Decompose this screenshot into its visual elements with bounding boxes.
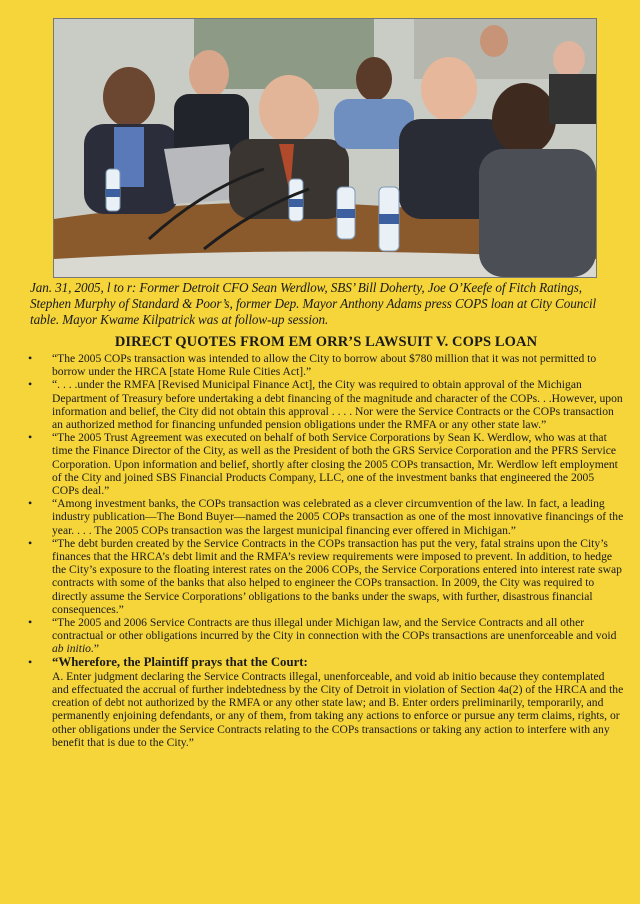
quote-item: • “The 2005 COPs transaction was intended to allow the City to borrow about $780 million that it was not permitted to borrow under the HRCA [state Home Rule Cities Act].” bbox=[52, 352, 624, 378]
section-heading: DIRECT QUOTES FROM EM ORR’S LAWSUIT V. COPS LOAN bbox=[114, 334, 538, 350]
quotes-list bbox=[28, 352, 624, 749]
quote-close: ” bbox=[93, 642, 100, 656]
prayer-item bbox=[52, 656, 624, 749]
quote-text: “The 2005 and 2006 Service Contracts are thus illegal under Michigan law, and the Service Contracts and all other contractual or other obligations incurred by the City in connection with the COPs transactions are unenforceable and void bbox=[52, 616, 617, 643]
quote-item: • “. . . .under the RMFA [Revised Municipal Finance Act], the City was required to obtain approval of the Michigan Department of Treasury before undertaking a debt financing of the magnitude and character of the COPs. . .However, upon information and belief, the City did not obtain this approval . . . . Nor were the Service Contracts or the COPs transaction an authorized method for financing unfunded pension obligations under the RMFA or any other state law.” bbox=[52, 378, 624, 431]
photo-caption: Jan. 31, 2005, l to r: Former Detroit CFO Sean Werdlow, SBS’ Bill Doherty, Joe O’Keefe of Fitch Ratings, Stephen Murphy of Standard & Poor’s, former Dep. Mayor Anthony Adams press COPS loan at City Council table. Mayor Kwame Kilpatrick was at follow-up session. bbox=[30, 280, 597, 327]
prayer-lead: “Wherefore, the Plaintiff prays that the Court: bbox=[52, 654, 308, 669]
photo-illustration bbox=[54, 19, 596, 277]
meeting-photo bbox=[53, 18, 597, 278]
quote-item: • “The debt burden created by the Service Contracts in the COPs transaction has put the very, fatal strains upon the City’s finances that the HRCA’s debt limit and the RMFA’s review requirements were imposed to prevent. In addition, to hedge the City’s exposure to the floating interest rates on the 2006 COPs, the Service Corporations entered into interest rate swap contracts with some of the banks that also helped to engineer the COPs transaction. In 2009, the City was required to directly assume the Service Corporations’ obligations to the banks under the swaps, with further, disastrous financial consequences.” bbox=[52, 537, 624, 616]
quote-item: • “The 2005 Trust Agreement was executed on behalf of both Service Corporations by Sean K. Werdlow, who was at that time the Finance Director of the City, as well as the President of both the GRS Service Corporation and the PFRS Service Corporation. Upon information and belief, shortly after closing the 2005 COPs transaction, Mr. Werdlow left employment of the City and joined SBS Financial Products Company, LLC, one of the investment banks that engineered the 2005 COPs deal.” bbox=[52, 431, 624, 497]
quote-italic: ab initio. bbox=[52, 642, 94, 656]
quote-item: • “Among investment banks, the COPs transaction was celebrated as a clever circumvention of the law. In fact, a leading industry publication—The Bond Buyer—named the 2005 COPs transaction as one of the most innovative financings of the year. . . . The 2005 COPs transaction was the largest municipal financing ever offered in Michigan.” bbox=[52, 497, 624, 537]
prayer-text: A. Enter judgment declaring the Service Contracts illegal, unenforceable, and void ab initio because they contemplated and effectuated the accrual of further indebtedness by the City of Detroit in violation of Section 4a(2) of the HRCA and the creation of debt not authorized by the RMFA or any other state law; and B. Enter orders preliminarily, temporarily, and permanently enjoining defendants, or any of them, from taking any actions to enforce or pursue any term claims, rights, or other obligations under the Service Contracts relating to the COPs transactions or taking any action to interfere with any benefit that is due to the City.” bbox=[52, 669, 624, 749]
quote-item bbox=[52, 616, 624, 656]
